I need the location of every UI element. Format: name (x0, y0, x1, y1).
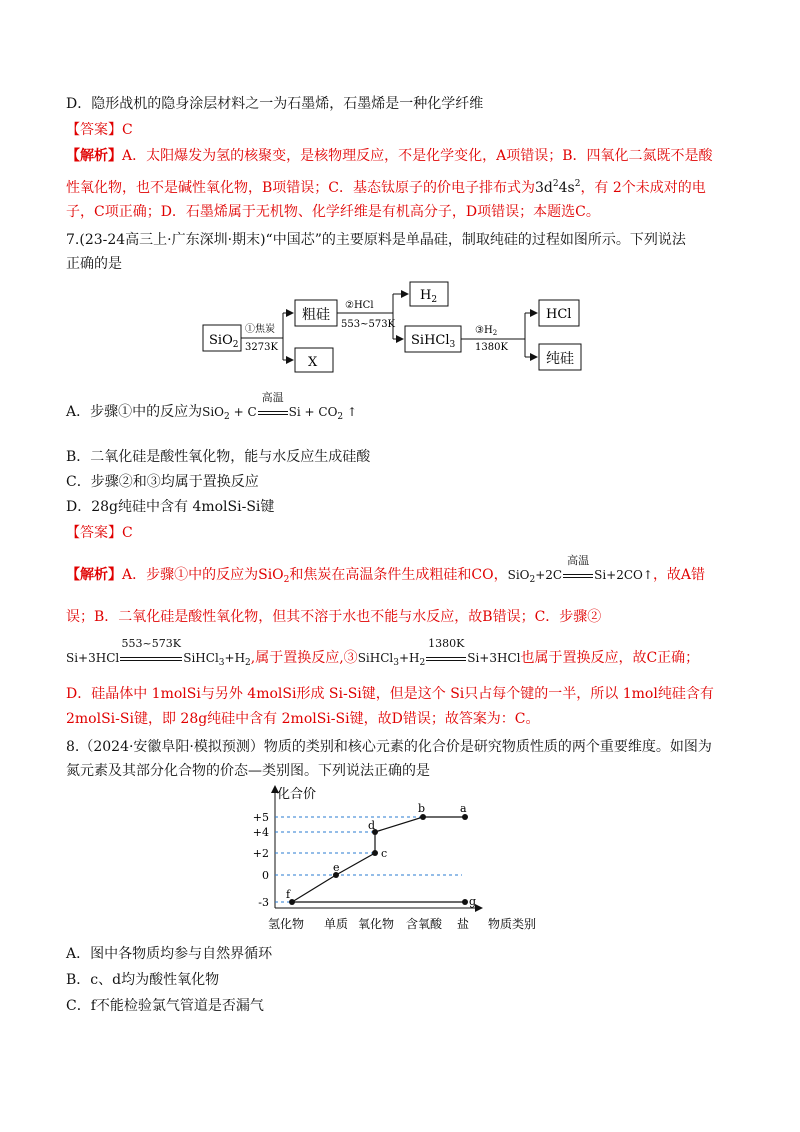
ytick-plus5: +5 (252, 811, 269, 824)
silicon-flow-diagram (195, 280, 615, 380)
temp1-label: 3273K (245, 342, 278, 353)
hcl-label: HCl (546, 307, 572, 322)
xcat-oxide: 氧化物 (358, 917, 395, 931)
q7-analysis-line2: 误；B．二氧化硅是酸性氧化物，但其不溶于水也不能与水反应，故B错误；C．步骤② (66, 609, 602, 625)
ytick-zero: 0 (262, 869, 269, 882)
q6-analysis-line2: 性氧化物，也不是碱性氧化物，B项错误；C．基态钛原子的价电子排布式为$3d^24s^2$，有 2个未成对的电 (66, 179, 706, 196)
q6-answer: 【答案】C (66, 122, 133, 138)
ytick-minus3: -3 (258, 896, 269, 909)
q7-option-b: B．二氧化硅是酸性氧化物，能与水反应生成硅酸 (66, 449, 371, 465)
ytick-plus2: +2 (252, 847, 269, 860)
q8-option-a: A．图中各物质均参与自然界循环 (66, 946, 273, 962)
xcat-hydride: 氢化物 (268, 917, 305, 931)
xcat-element: 单质 (324, 917, 349, 931)
y-axis-title: 化合价 (277, 787, 317, 802)
x-label: X (308, 355, 318, 370)
q8-option-c: C．f不能检验氯气管道是否漏气 (66, 998, 264, 1014)
point-label-a: a (460, 802, 467, 815)
temp3-label: 1380K (475, 342, 508, 353)
q8-stem-line1: 8.（2024·安徽阜阳·模拟预测）物质的类别和核心元素的化合价是研究物质性质的两个重要维度。如图为 (66, 739, 712, 755)
q7-option-a: A．步骤①中的反应为SiO$_2$ + C 高温 $Si + CO_2$ ↑ (66, 391, 358, 422)
point-label-b: b (418, 802, 426, 815)
q7-answer: 【答案】C (66, 525, 133, 541)
step2-label: ②HCl (345, 300, 374, 311)
step1-label: ①焦炭 (245, 324, 275, 335)
q7-stem-line2: 正确的是 (66, 256, 122, 272)
q7-analysis-line4: D．硅晶体中 1molSi与另外 4molSi形成 Si-Si键，但是这个 Si只占每个键的一半，所以 1mol纯硅含有 (66, 686, 714, 702)
q6-analysis-line3: 子，C项正确；D．石墨烯属于无机物、化学纤维是有机高分子，D项错误；本题选C。 (66, 204, 600, 220)
pure-si-label: 纯硅 (546, 351, 574, 367)
q7-analysis-line5: 2molSi-Si键，即 28g纯硅中含有 2molSi-Si键，故D错误；故答案为：C。 (66, 711, 540, 727)
ytick-plus4: +4 (252, 826, 269, 839)
point-g (462, 899, 468, 905)
q7-analysis-line1: 【解析】A．步骤①中的反应为SiO$_2$和焦炭在高温条件生成粗硅和CO，SiO$_2$+2C 高温 Si+2CO↑，故A错 (66, 554, 706, 585)
crude-si-label: 粗硅 (302, 307, 330, 323)
q6-analysis-line1: 【解析】A．太阳爆发为氢的核聚变，是核物理反应，不是化学变化，A项错误；B．四氧化二氮既不是酸 (66, 148, 713, 164)
point-label-f: f (286, 888, 291, 901)
temp2-label: 553~573K (341, 319, 396, 330)
sihcl3-label: SiHCl$_3$ (411, 333, 456, 350)
q8-stem-line2: 氮元素及其部分化合物的价态—类别图。下列说法正确的是 (66, 763, 430, 779)
valence-class-chart (240, 780, 560, 938)
q7-option-c: C．步骤②和③均属于置换反应 (66, 474, 259, 490)
sio2-label: SiO$_2$ (209, 333, 239, 350)
point-label-c: c (381, 847, 388, 860)
x-axis-title: 物质类别 (488, 917, 537, 931)
h2-label: $H_2$ (420, 288, 438, 305)
xcat-salt: 盐 (457, 917, 470, 931)
q7-option-d: D．28g纯硅中含有 4molSi-Si键 (66, 499, 275, 515)
point-label-g: g (469, 895, 477, 908)
electron-config: $3d^24s^2$ (535, 179, 581, 196)
xcat-oxyacid: 含氧酸 (406, 917, 443, 931)
point-c (372, 850, 378, 856)
step3-label: $③H_2$ (475, 325, 498, 337)
point-label-d: d (368, 819, 376, 832)
q6-option-d: D．隐形战机的隐身涂层材料之一为石墨烯，石墨烯是一种化学纤维 (66, 96, 484, 112)
point-label-e: e (333, 861, 340, 874)
q8-option-b: B．c、d均为酸性氧化物 (66, 972, 220, 988)
q7-stem-line1: 7.(23-24高三上·广东深圳·期末)“中国芯”的主要原料是单晶硅，制取纯硅的过程如图所示。下列说法 (66, 232, 686, 248)
q7-analysis-line3: Si+3HCl 553~573K $SiHCl_3+H_2$,属于置换反应$,③SiHCl_3+H_2$ 1380K Si+3HCl也属于置换反应，故C正确； (66, 637, 700, 668)
